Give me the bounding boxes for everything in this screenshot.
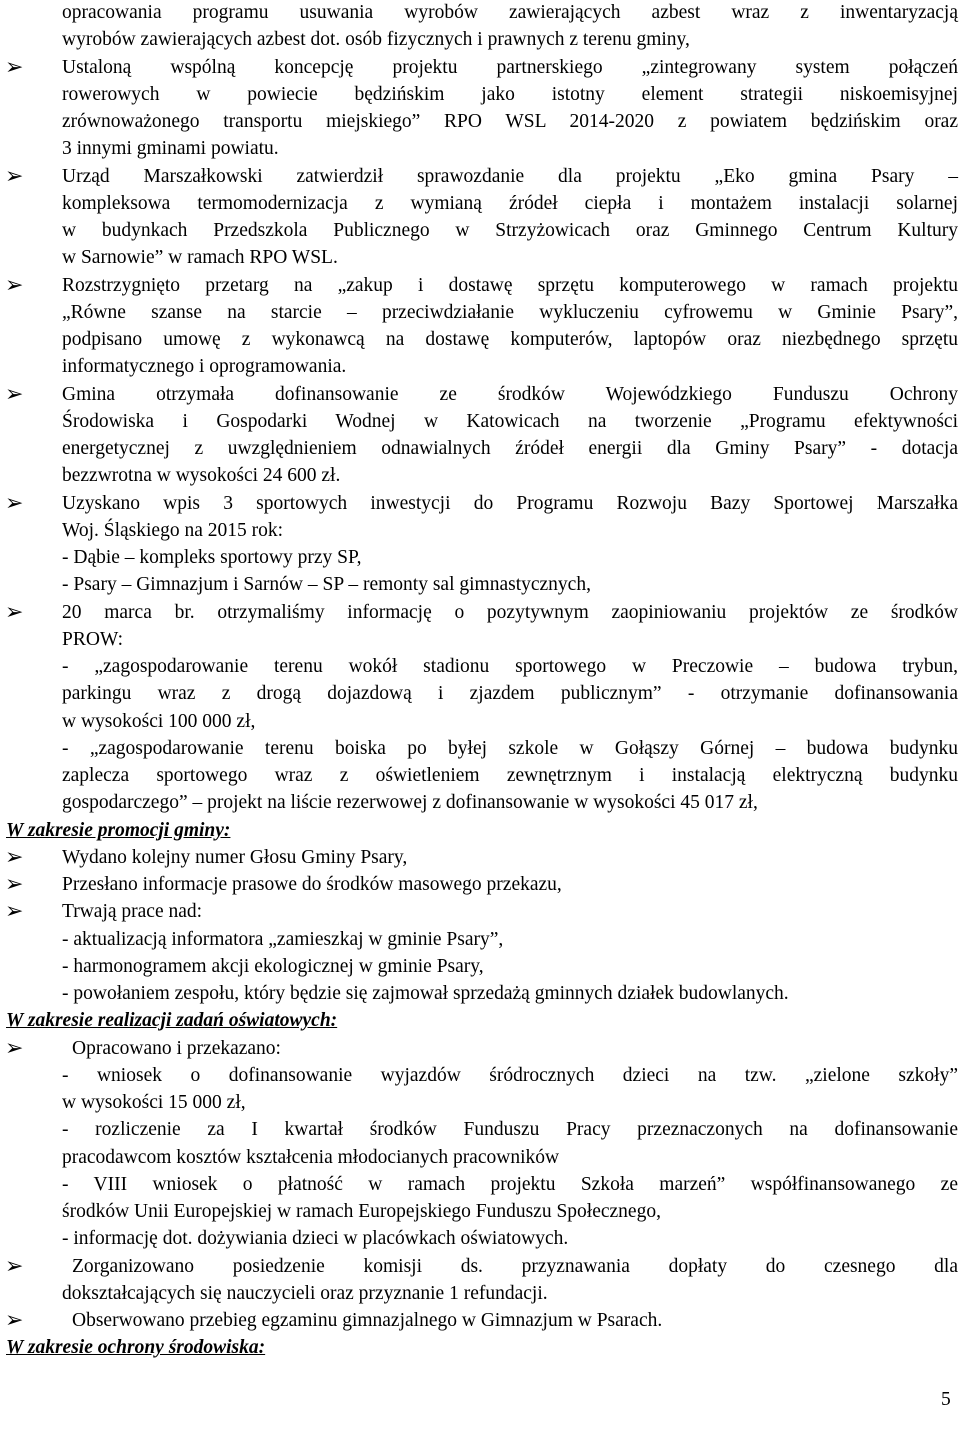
paragraph-line: Środowiska i Gospodarki Wodnej w Katowicach na tworzenie „Programu efektywności bbox=[62, 410, 958, 432]
paragraph-line: kompleksowa termomodernizacja z wymianą źródeł ciepła i montażem instalacji solarnej bbox=[62, 192, 958, 214]
paragraph-line: dokształcających się nauczycieli oraz przyznanie 1 refundacji. bbox=[62, 1282, 548, 1304]
bullet-arrow-icon: ➢ bbox=[5, 272, 24, 298]
paragraph-line: - rozliczenie za I kwartał środków Funduszu Pracy przeznaczonych na dofinansowanie bbox=[62, 1119, 958, 1141]
paragraph-line: w wysokości 100 000 zł, bbox=[62, 710, 256, 732]
bullet-arrow-icon: ➢ bbox=[5, 54, 24, 80]
paragraph-line: - aktualizacją informatora „zamieszkaj w gminie Psary”, bbox=[62, 928, 504, 950]
section-heading: W zakresie ochrony środowiska: bbox=[6, 1337, 266, 1359]
paragraph-line: informatycznego i oprogramowania. bbox=[62, 356, 347, 378]
paragraph-line: 3 innymi gminami powiatu. bbox=[62, 138, 279, 160]
paragraph-line: - powołaniem zespołu, który będzie się zajmował sprzedażą gminnych działek budowlanych. bbox=[62, 983, 789, 1004]
bullet-item-text: Ustaloną wspólną koncepcję projektu partnerskiego „zintegrowany system połączeń bbox=[62, 56, 958, 78]
bullet-item-text: Trwają prace nad: bbox=[62, 901, 203, 923]
bullet-arrow-icon: ➢ bbox=[5, 1035, 24, 1061]
bullet-item-text: Przesłano informacje prasowe do środków masowego przekazu, bbox=[62, 874, 562, 895]
paragraph-line: środków Unii Europejskiej w ramach Europejskiego Funduszu Społecznego, bbox=[62, 1201, 661, 1222]
paragraph-line: „Równe szanse na starcie – przeciwdziałanie wykluczeniu cyfrowemu w Gminie Psary”, bbox=[62, 301, 958, 323]
paragraph-line: - Psary – Gimnazjum i Sarnów – SP – remonty sal gimnastycznych, bbox=[62, 574, 591, 596]
bullet-arrow-icon: ➢ bbox=[5, 490, 24, 516]
section-heading: W zakresie promocji gminy: bbox=[6, 819, 231, 841]
bullet-arrow-icon: ➢ bbox=[5, 899, 24, 925]
bullet-arrow-icon: ➢ bbox=[5, 163, 24, 189]
paragraph-line: w budynkach Przedszkola Publicznego w Strzyżowicach oraz Gminnego Centrum Kultury bbox=[62, 220, 958, 241]
paragraph-line: pracodawcom kosztów kształcenia młodocianych pracowników bbox=[62, 1146, 560, 1168]
paragraph-line: - wniosek o dofinansowanie wyjazdów śródrocznych dzieci na tzw. „zielone szkoły” bbox=[62, 1064, 958, 1086]
bullet-arrow-icon: ➢ bbox=[5, 381, 24, 407]
bullet-item-text: Obserwowano przebieg egzaminu gimnazjalnego w Gimnazjum w Psarach. bbox=[72, 1310, 663, 1331]
paragraph-line: bezzwrotna w wysokości 24 600 zł. bbox=[62, 465, 341, 487]
bullet-arrow-icon: ➢ bbox=[5, 599, 24, 625]
paragraph-line: zaplecza sportowego wraz z oświetleniem zewnętrznym i instalacją elektryczną budynku bbox=[62, 765, 958, 786]
paragraph-line: - „zagospodarowanie terenu wokół stadionu sportowego w Preczowie – budowa trybun, bbox=[62, 656, 958, 677]
bullet-arrow-icon: ➢ bbox=[5, 844, 24, 870]
paragraph-line: opracowania programu usuwania wyrobów zawierających azbest wraz z inwentaryzacją bbox=[62, 2, 958, 23]
bullet-item-text: 20 marca br. otrzymaliśmy informację o pozytywnym zaopiniowaniu projektów ze środków bbox=[62, 601, 958, 623]
bullet-item-text: Rozstrzygnięto przetarg na „zakup i dostawę sprzętu komputerowego w ramach projektu bbox=[62, 274, 958, 296]
bullet-item-text: Wydano kolejny numer Głosu Gminy Psary, bbox=[62, 846, 408, 868]
bullet-arrow-icon: ➢ bbox=[5, 1253, 24, 1279]
paragraph-line: Woj. Śląskiego na 2015 rok: bbox=[62, 519, 284, 541]
bullet-item-text: Opracowano i przekazano: bbox=[72, 1037, 281, 1059]
section-heading: W zakresie realizacji zadań oświatowych: bbox=[6, 1010, 338, 1032]
paragraph-line: - informację dot. dożywiania dzieci w placówkach oświatowych. bbox=[62, 1228, 569, 1250]
paragraph-line: gospodarczego” – projekt na liście rezerwowej z dofinansowanie w wysokości 45 017 zł, bbox=[62, 792, 758, 814]
paragraph-line: - harmonogramem akcji ekologicznej w gminie Psary, bbox=[62, 955, 484, 977]
paragraph-line: - Dąbie – kompleks sportowy przy SP, bbox=[62, 547, 362, 568]
paragraph-line: - „zagospodarowanie terenu boiska po byłej szkole w Gołąszy Górnej – budowa budynku bbox=[62, 737, 958, 759]
bullet-item-text: Urząd Marszałkowski zatwierdził sprawozdanie dla projektu „Eko gmina Psary – bbox=[62, 165, 958, 187]
paragraph-line: - VIII wniosek o płatność w ramach projektu Szkoła marzeń” współfinansowanego ze bbox=[62, 1173, 958, 1195]
bullet-arrow-icon: ➢ bbox=[5, 872, 24, 897]
paragraph-line: podpisano umowę z wykonawcą na dostawę komputerów, laptopów oraz niezbędnego sprzętu bbox=[62, 329, 958, 350]
paragraph-line: parkingu wraz z drogą dojazdową i zjazdem publicznym” - otrzymanie dofinansowania bbox=[62, 683, 958, 705]
paragraph-line: zrównoważonego transportu miejskiego” RPO WSL 2014-2020 z powiatem będzińskim oraz bbox=[62, 111, 958, 132]
page-number: 5 bbox=[941, 1389, 951, 1410]
paragraph-line: w wysokości 15 000 zł, bbox=[62, 1092, 246, 1113]
paragraph-line: wyrobów zawierających azbest dot. osób fizycznych i prawnych z terenu gminy, bbox=[62, 29, 690, 51]
bullet-item-text: Zorganizowano posiedzenie komisji ds. przyznawania dopłaty do czesnego dla bbox=[72, 1255, 958, 1277]
paragraph-line: PROW: bbox=[62, 628, 124, 650]
paragraph-line: rowerowych w powiecie będzińskim jako istotny element strategii niskoemisyjnej bbox=[62, 83, 958, 105]
paragraph-line: w Sarnowie” w ramach RPO WSL. bbox=[62, 247, 338, 269]
bullet-item-text: Gmina otrzymała dofinansowanie ze środków Wojewódzkiego Funduszu Ochrony bbox=[62, 383, 958, 405]
bullet-arrow-icon: ➢ bbox=[5, 1308, 24, 1333]
paragraph-line: energetycznej z uwzględnieniem odnawialnych źródeł energii dla Gminy Psary” - dotacja bbox=[62, 438, 958, 459]
bullet-item-text: Uzyskano wpis 3 sportowych inwestycji do Programu Rozwoju Bazy Sportowej Marszałka bbox=[62, 492, 958, 514]
